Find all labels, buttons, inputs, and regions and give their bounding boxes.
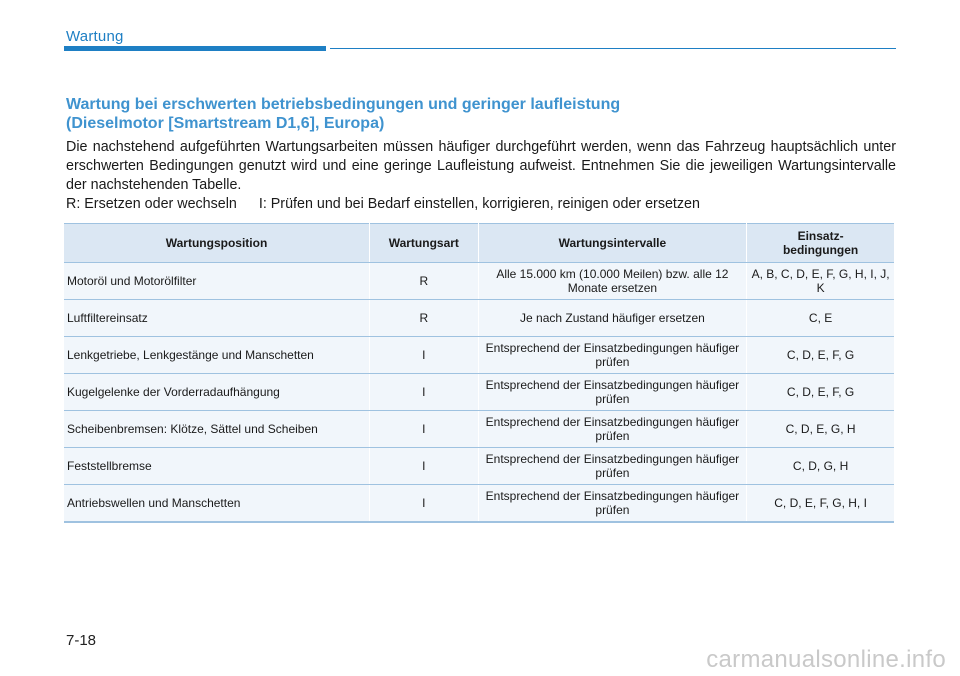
cell-type: I: [370, 485, 479, 522]
cell-type: I: [370, 448, 479, 485]
title-line-2: (Dieselmotor [Smartstream D1,6], Europa): [66, 115, 385, 132]
cell-interval: Je nach Zustand häufiger ersetzen: [478, 300, 747, 337]
legend-i: I: Prüfen und bei Bedarf einstellen, korrigieren, reinigen oder ersetzen: [258, 196, 700, 212]
watermark: carmanualsonline.info: [706, 646, 946, 673]
table-row: [64, 448, 894, 485]
intro-paragraph: Die nachstehend aufgeführten Wartungsarbeiten müssen häufiger durchgeführt werden, wenn das Fahrzeug hauptsächlich unter erschwerten Bedingungen genutzt wird und eine geringe Laufleistung aufweist. Entnehmen Sie die jeweiligen Wartungsintervalle der nachstehenden Tabelle.: [66, 139, 896, 193]
table-header-row: [64, 224, 894, 263]
title-line-1: Wartung bei erschwerten betriebsbedingungen und geringer laufleistung: [66, 96, 621, 113]
legend-r: R: Ersetzen oder wechseln: [66, 196, 237, 212]
cell-position: Luftfiltereinsatz: [64, 300, 370, 337]
table-row: [64, 337, 894, 374]
cell-interval: Entsprechend der Einsatzbedingungen häufiger prüfen: [478, 411, 747, 448]
cell-type: R: [370, 300, 479, 337]
cell-conditions: C, D, E, F, G, H, I: [747, 485, 894, 522]
cell-conditions: C, E: [747, 300, 894, 337]
cell-position: Lenkgetriebe, Lenkgestänge und Manschetten: [64, 337, 370, 374]
cell-position: Kugelgelenke der Vorderradaufhängung: [64, 374, 370, 411]
table-row: [64, 411, 894, 448]
cell-position: Feststellbremse: [64, 448, 370, 485]
cell-interval: Entsprechend der Einsatzbedingungen häufiger prüfen: [478, 337, 747, 374]
cell-type: I: [370, 374, 479, 411]
cell-conditions: C, D, G, H: [747, 448, 894, 485]
cell-type: I: [370, 337, 479, 374]
cell-interval: Entsprechend der Einsatzbedingungen häufiger prüfen: [478, 485, 747, 522]
header-rule-thin: [330, 48, 896, 49]
cell-conditions: A, B, C, D, E, F, G, H, I, J, K: [747, 263, 894, 300]
header-position: Wartungsposition: [64, 224, 370, 263]
table-row: [64, 263, 894, 300]
cell-interval: Entsprechend der Einsatzbedingungen häufiger prüfen: [478, 374, 747, 411]
header-conditions: Einsatz- bedingungen: [747, 224, 894, 263]
section-label: Wartung: [66, 28, 124, 45]
table-row: [64, 485, 894, 522]
table-body: [64, 263, 894, 522]
table-row: [64, 300, 894, 337]
cell-type: R: [370, 263, 479, 300]
table-row: [64, 374, 894, 411]
maintenance-table: [64, 223, 894, 523]
header-interval: Wartungsintervalle: [478, 224, 747, 263]
cell-conditions: C, D, E, G, H: [747, 411, 894, 448]
header-type: Wartungsart: [370, 224, 479, 263]
cell-conditions: C, D, E, F, G: [747, 374, 894, 411]
legend: [66, 195, 896, 214]
cell-position: Antriebswellen und Manschetten: [64, 485, 370, 522]
cell-position: Motoröl und Motorölfilter: [64, 263, 370, 300]
cell-interval: Entsprechend der Einsatzbedingungen häufiger prüfen: [478, 448, 747, 485]
section-title: [66, 95, 896, 133]
cell-conditions: C, D, E, F, G: [747, 337, 894, 374]
page-number: 7-18: [66, 632, 97, 649]
cell-position: Scheibenbremsen: Klötze, Sättel und Scheiben: [64, 411, 370, 448]
cell-type: I: [370, 411, 479, 448]
cell-interval: Alle 15.000 km (10.000 Meilen) bzw. alle 12 Monate ersetzen: [478, 263, 747, 300]
header-rule-thick: [64, 46, 326, 51]
